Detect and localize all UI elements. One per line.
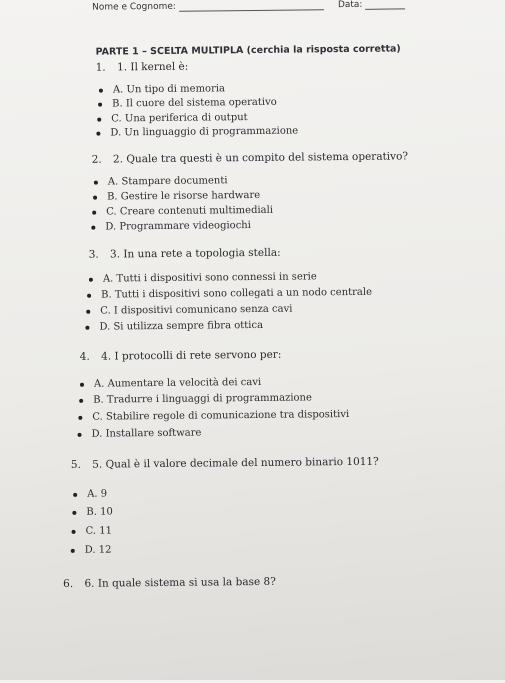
bullet-icon <box>72 510 76 514</box>
option-1b[interactable] <box>98 97 277 110</box>
option-5b[interactable] <box>72 506 113 517</box>
bullet-icon <box>93 195 97 199</box>
question-number: 1. <box>95 61 106 74</box>
option-text: B. Tradurre i linguaggi di programmazione <box>93 392 312 406</box>
option-4c[interactable] <box>78 409 349 423</box>
question-text: 6. In quale sistema si usa la base 8? <box>84 575 276 590</box>
bullet-icon <box>92 210 96 214</box>
question-2 <box>92 150 408 165</box>
option-2d[interactable] <box>91 220 251 233</box>
bullet-icon <box>87 293 91 297</box>
bullet-icon <box>97 117 101 121</box>
name-field[interactable] <box>179 0 324 12</box>
option-text: A. Aumentare la velocità dei cavi <box>93 376 262 390</box>
option-text: A. 9 <box>87 488 108 500</box>
date-label: Data: <box>337 0 363 11</box>
option-text: D. 12 <box>84 544 112 556</box>
question-text: 4. I protocolli di rete servono per: <box>101 348 282 363</box>
option-text: D. Un linguaggio di programmazione <box>110 125 299 139</box>
option-1d[interactable] <box>96 126 298 139</box>
option-2c[interactable] <box>92 205 273 218</box>
question-4 <box>80 349 282 363</box>
option-text: B. 10 <box>86 506 113 518</box>
bullet-icon <box>91 225 95 229</box>
option-4d[interactable] <box>77 428 201 440</box>
name-label: Nome e Cognome: <box>92 1 176 13</box>
question-number: 2. <box>91 153 102 166</box>
option-text: A. Tutti i dispositivi sono connessi in serie <box>102 271 317 285</box>
option-2b[interactable] <box>93 190 260 203</box>
option-text: A. Stampare documenti <box>107 175 228 188</box>
question-number: 6. <box>63 577 74 591</box>
bullet-icon <box>86 309 90 313</box>
option-5c[interactable] <box>71 526 112 537</box>
option-text: C. I dispositivi comunicano senza cavi <box>100 303 293 317</box>
option-3a[interactable] <box>89 271 317 284</box>
bullet-icon <box>73 492 77 496</box>
question-3 <box>89 247 281 261</box>
bullet-icon <box>72 529 76 533</box>
bullet-icon <box>79 398 83 402</box>
question-number: 3. <box>88 248 99 261</box>
bullet-icon <box>80 382 84 386</box>
option-3d[interactable] <box>85 320 263 333</box>
option-text: B. Gestire le risorse hardware <box>106 189 261 203</box>
option-text: B. Il cuore del sistema operativo <box>112 96 277 110</box>
option-text: C. Creare contenuti multimediali <box>106 204 274 218</box>
option-text: D. Si utilizza sempre fibra ottica <box>99 319 264 333</box>
option-3c[interactable] <box>86 304 292 317</box>
option-text: C. 11 <box>85 525 113 537</box>
header <box>92 0 422 13</box>
question-1 <box>96 61 189 74</box>
bullet-icon <box>89 277 93 281</box>
option-4a[interactable] <box>80 377 261 390</box>
option-4b[interactable] <box>79 392 312 405</box>
date-field[interactable] <box>365 0 405 10</box>
option-text: D. Installare software <box>91 427 202 440</box>
question-number: 5. <box>70 458 81 471</box>
bullet-icon <box>85 325 89 329</box>
option-text: C. Stabilire regole di comunicazione tra dispositivi <box>92 409 350 423</box>
bullet-icon <box>78 432 82 436</box>
option-2a[interactable] <box>94 175 228 187</box>
option-1a[interactable] <box>99 83 225 95</box>
option-5d[interactable] <box>71 545 112 556</box>
option-text: C. Una periferica di output <box>111 112 248 125</box>
option-text: D. Programmare videogiochi <box>105 220 251 233</box>
question-text: 2. Quale tra questi è un compito del sistema operativo? <box>112 150 409 166</box>
option-3b[interactable] <box>87 287 372 301</box>
option-text: B. Tutti i dispositivi sono collegati a un nodo centrale <box>101 286 373 301</box>
option-text: A. Un tipo di memoria <box>112 83 226 96</box>
section-title: PARTE 1 – SCELTA MULTIPLA (cerchia la risposta corretta) <box>95 43 401 58</box>
bullet-icon <box>99 88 103 92</box>
bullet-icon <box>96 131 100 135</box>
question-text: 1. Il kernel è: <box>116 60 189 74</box>
bullet-icon <box>71 548 75 552</box>
bullet-icon <box>98 102 102 106</box>
question-6 <box>63 576 276 590</box>
bullet-icon <box>78 415 82 419</box>
option-1c[interactable] <box>97 112 248 125</box>
question-text: 3. In una rete a topologia stella: <box>109 246 281 261</box>
bullet-icon <box>94 180 98 184</box>
question-number: 4. <box>79 350 90 363</box>
option-5a[interactable] <box>73 489 107 500</box>
question-text: 5. Qual è il valore decimale del numero binario 1011? <box>92 455 379 471</box>
question-5 <box>71 456 379 471</box>
